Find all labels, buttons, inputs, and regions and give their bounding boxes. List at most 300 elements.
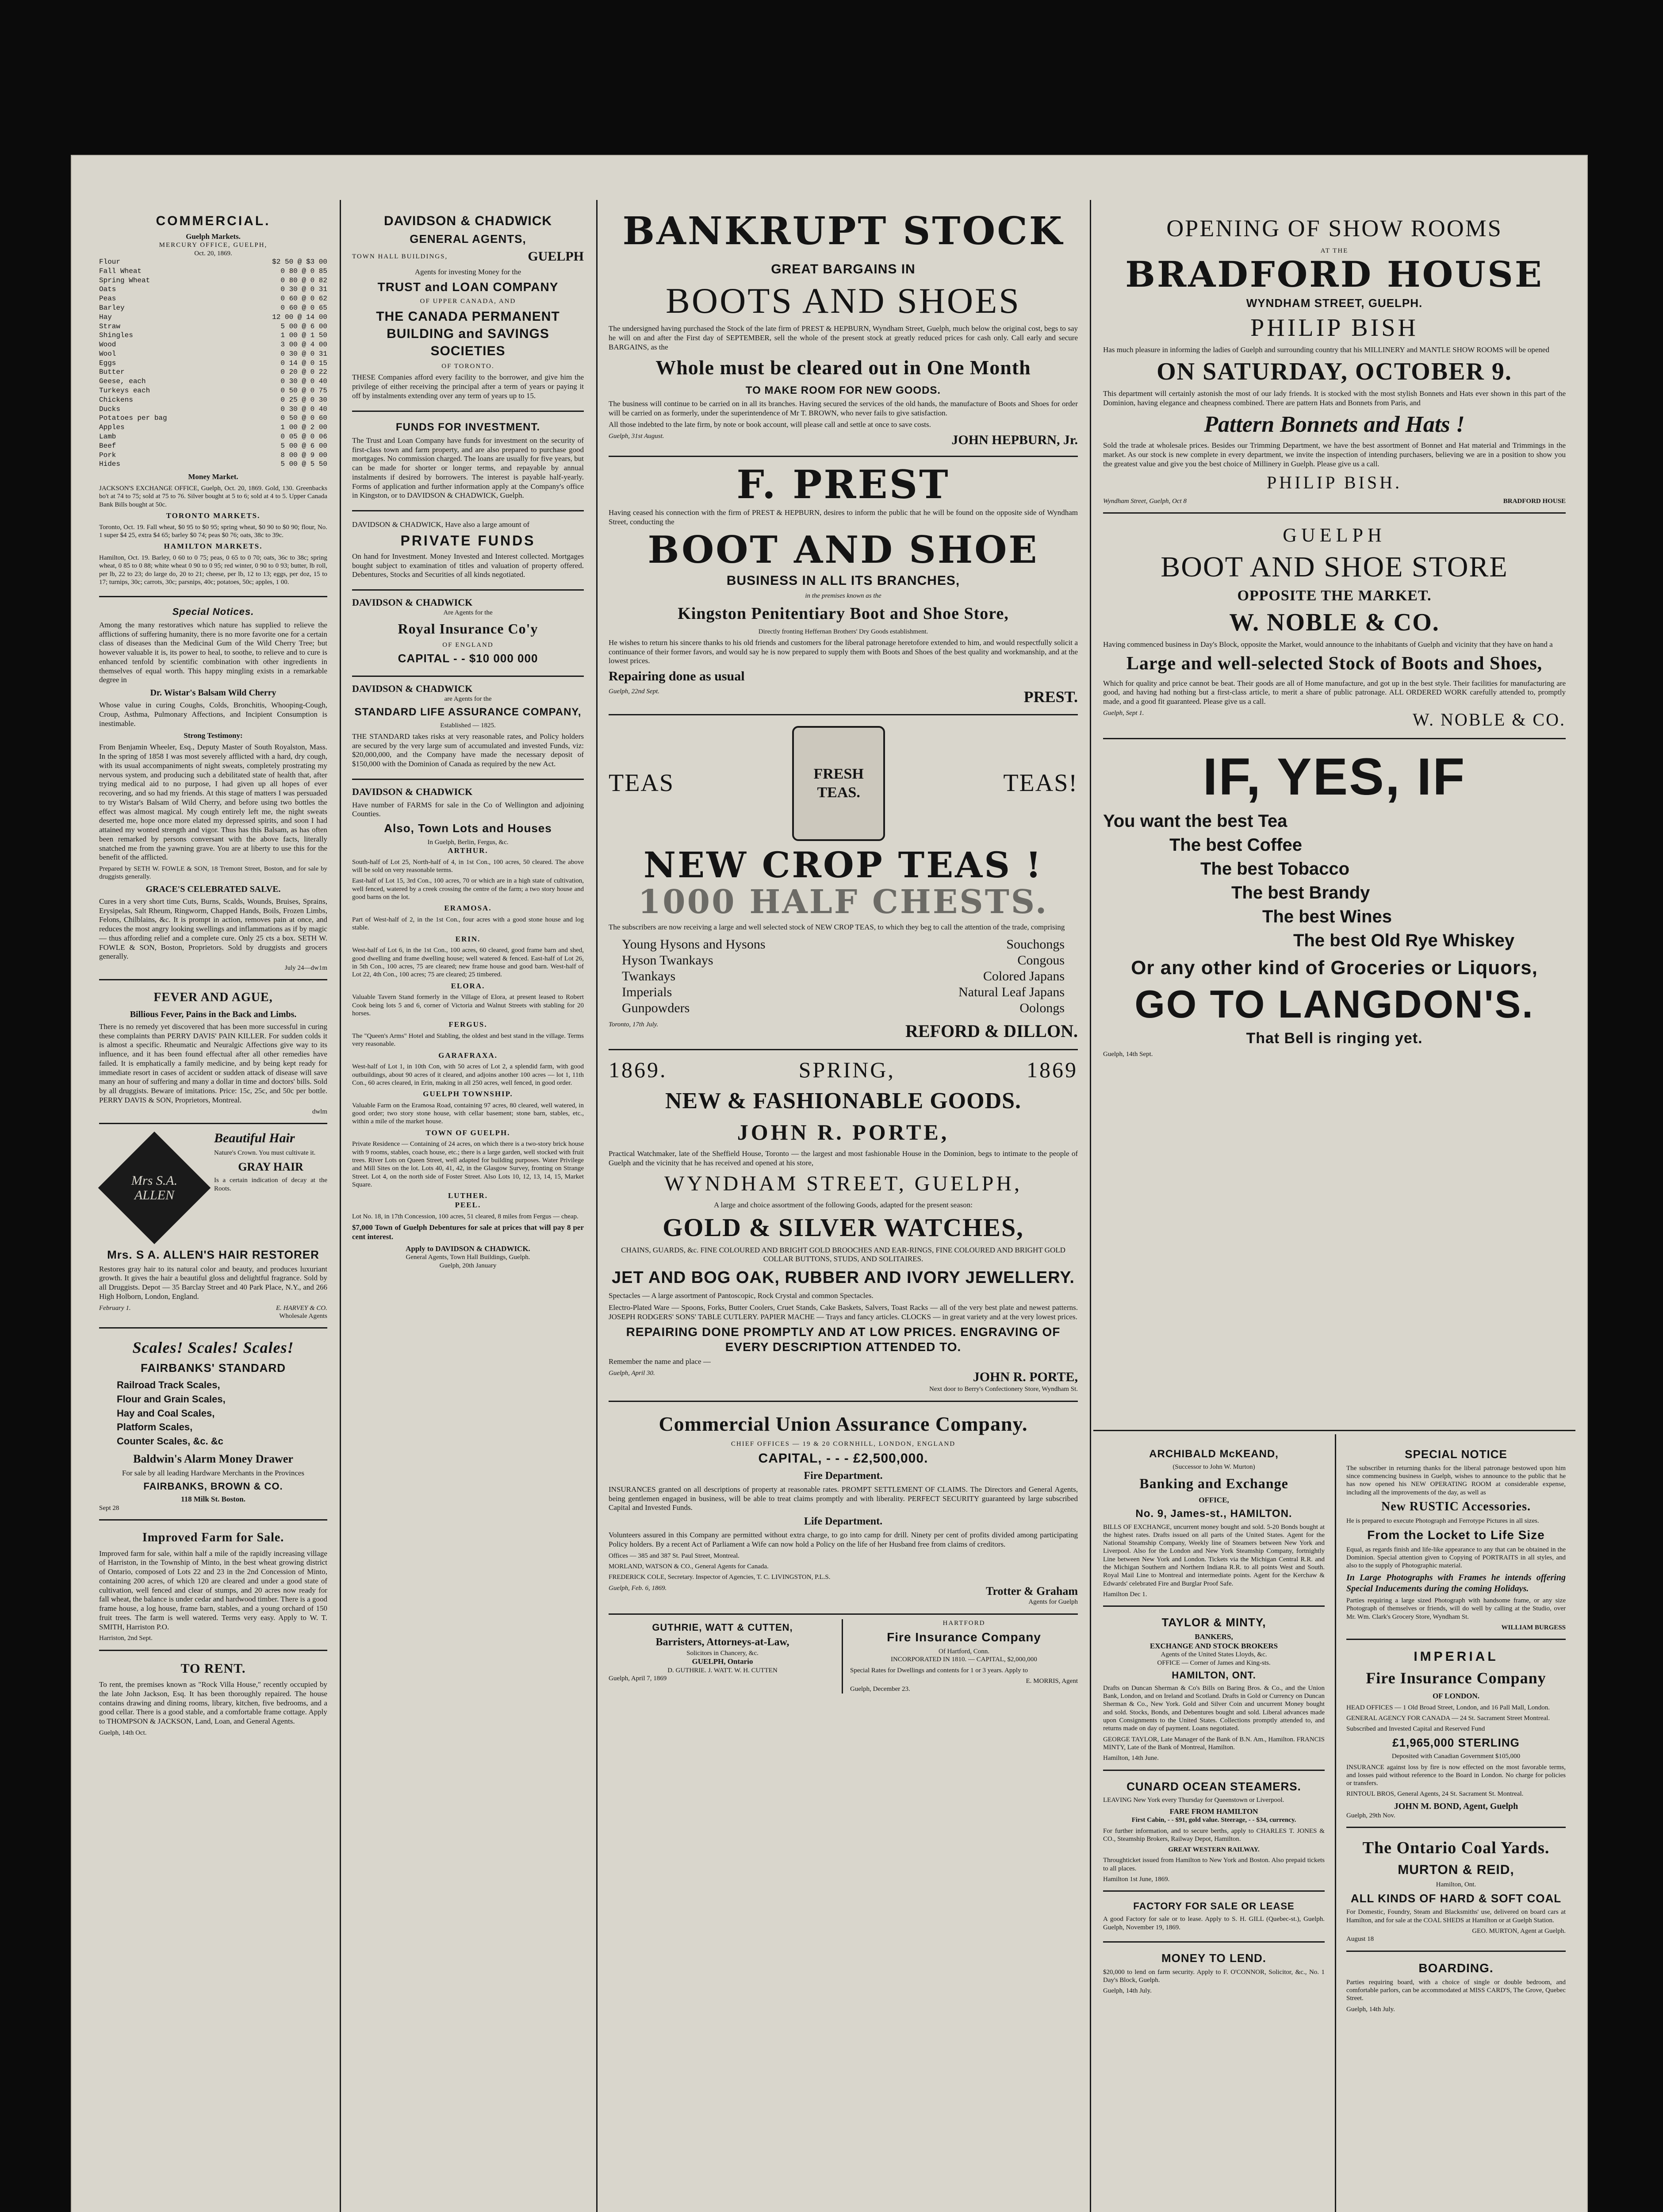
imperial-deposit: Deposited with Canadian Government $105,000 — [1391, 1753, 1521, 1760]
allen-diamond-logo — [98, 1132, 211, 1244]
boots-shoes-heading: BOOTS AND SHOES — [666, 280, 1021, 321]
want-item: The best Wines — [1262, 906, 1392, 926]
prepared-by: Prepared by SETH W. FOWLE & SON, 18 Tremont Street, Boston, and for sale by druggists generally. — [99, 865, 327, 881]
mckeand-name: ARCHIBALD McKEAND, — [1149, 1448, 1279, 1460]
cu-title: Commercial Union Assurance Company. — [659, 1412, 1028, 1435]
market-row — [99, 322, 327, 331]
coal-heading: ALL KINDS OF HARD & SOFT COAL — [1350, 1891, 1562, 1905]
bradford-house-ad — [1103, 204, 1566, 514]
of-toronto: OF TORONTO. — [441, 363, 494, 370]
imperial-of-london: OF LONDON. — [1432, 1691, 1480, 1700]
office-line: MERCURY OFFICE, GUELPH, — [159, 242, 268, 249]
tea-variety: Oolongs — [1019, 1000, 1065, 1015]
wistar-text: Whose value in curing Coughs, Colds, Bronchitis, Whooping-Cough, Croup, Asthma, Pulmonary Affections, and Incipient Consumption is inestimable. — [99, 701, 327, 728]
market-row — [99, 349, 327, 359]
fever-ague-ad — [99, 980, 327, 1124]
allen-date: February 1. — [99, 1304, 131, 1312]
testimony-heading: Strong Testimony: — [184, 731, 243, 740]
farm-heading: Improved Farm for Sale. — [142, 1531, 284, 1545]
market-price: 0 25 @ 0 30 — [280, 396, 327, 404]
cu-offices-line: CHIEF OFFICES — 19 & 20 CORNHILL, LONDON, ENGLAND — [731, 1440, 956, 1448]
hartford-date: Guelph, December 23. — [850, 1686, 910, 1693]
fever-heading: FEVER AND AGUE, — [153, 991, 273, 1005]
guelph-township-heading: GUELPH TOWNSHIP. — [423, 1090, 513, 1098]
year-right: 1869 — [1027, 1057, 1078, 1083]
toronto-text: Toronto, Oct. 19. Fall wheat, $0 95 to $0 95; spring wheat, $0 90 to $0 90; flour, No. 1 super $4 25, extra $4 65; barley $0 74; peas $0 76; oats, 38c to 39c. — [99, 523, 327, 539]
electro-text: Electro-Plated Ware — Spoons, Forks, Butter Coolers, Cruet Stands, Cake Baskets, Salvers, Toast Racks — all of the very best plate and newest patterns. JOSEPH RODGERS' SONS' TABLE CUTLERY. PAPIER MACHE — Trays and fancy articles. CLOCKS — in great variety and at the very lowest prices. — [609, 1303, 1078, 1321]
agents-lloyds: Agents of the United States Lloyds, &c. — [1161, 1651, 1267, 1659]
bell-line: That Bell is ringing yet. — [1246, 1029, 1423, 1047]
farm-sale-ad — [99, 1521, 327, 1651]
column-rule — [1335, 1434, 1336, 2212]
hartford-title: Fire Insurance Company — [887, 1630, 1041, 1644]
town-lots-heading: Also, Town Lots and Houses — [384, 822, 552, 835]
column-rule — [596, 200, 598, 2212]
boarding-heading: BOARDING. — [1418, 1961, 1494, 1975]
bish-signature: PHILIP BISH. — [1266, 472, 1402, 493]
money-text: $20,000 to lend on farm security. Apply to F. O'CONNOR, Solicitor, &c., No. 1 Day's Block, Guelph. — [1103, 1968, 1325, 1984]
column-rule — [1090, 200, 1091, 2212]
alarm-drawer-title: Baldwin's Alarm Money Drawer — [133, 1452, 293, 1466]
tea-variety: Gunpowders — [622, 1000, 690, 1015]
market-price: 0 30 @ 0 40 — [280, 377, 327, 386]
barristers-line: Barristers, Attorneys-at-Law, — [655, 1636, 789, 1648]
taylor-office: OFFICE — Corner of James and King-sts. — [1157, 1659, 1271, 1667]
make-room: TO MAKE ROOM FOR NEW GOODS. — [745, 384, 941, 396]
cunard-ad — [1103, 1771, 1325, 1892]
boarding-text: Parties requiring board, with a choice of single or double bedroom, and comfortable parlors, can be accommodated at MISS CARD'S, The Grove, Quebec Street. — [1346, 1978, 1566, 2002]
tea-variety: Colored Japans — [983, 968, 1065, 983]
bish-text-2: This department will certainly astonish the most of our lady friends. It is stocked with the most stylish Bonnets and Hats ever shown in this part of the Dominion, having elegance and cheapness combined. There are pattern Hats and Bonnets from Paris, and — [1103, 389, 1566, 407]
funds-text: The Trust and Loan Company have funds for investment on the security of first-class town and farm property, and are also prepared to purchase good mortgages. No commission charged. The loans are usually for five years, but can be made for shorter or longer terms, and repayable by annual instalments if desired by borrowers. The interest is payable half-yearly. Forms of application and further information apply at the Company's office in Kingston, or to DAVIDSON & CHADWICK, Guelph. — [352, 436, 584, 500]
gray-hair-heading: GRAY HAIR — [238, 1160, 303, 1173]
year-left: 1869. — [609, 1057, 667, 1083]
tea-variety: Twankays — [622, 968, 676, 983]
market-row — [99, 303, 327, 313]
cunard-text: LEAVING New York every Thursday for Queenstown or Liverpool. — [1103, 1797, 1284, 1804]
tea-box-label: FRESH TEAS. — [813, 766, 864, 801]
trotter-role: Agents for Guelph — [1028, 1598, 1078, 1606]
market-price: 5 00 @ 5 50 — [280, 460, 327, 469]
bish-date: Wyndham Street, Guelph, Oct 8 — [1103, 498, 1187, 505]
boot-store-heading: BOOT AND SHOE STORE — [1161, 551, 1508, 584]
town-guelph-text: Private Residence — Containing of 24 acres, on which there is a two-story brick house with 9 rooms, stables, coach house, etc.; there is a large garden, well stocked with fruit trees. River Lots on Queen Street, well adapted for building purposes. Water Privilege and Mill Sites on the lot. Lots 40, 41, 42, in the Glasgow Survey, fronting on Strange Street. Lot 4, on the north side of Foster Street. Also Lots 10, 12, 13, 14, 15, Market Square. — [352, 1141, 584, 1188]
on-saturday: ON SATURDAY, OCTOBER 9. — [1157, 358, 1512, 386]
porte-date: Guelph, April 30. — [609, 1369, 655, 1377]
rintoul-line: RINTOUL BROS, General Agents, 24 St. Sacrament St. Montreal. — [1346, 1790, 1524, 1798]
scales-list-item: Counter Scales, &c. &c — [117, 1436, 223, 1447]
bankers-line: BANKERS, — [1195, 1632, 1233, 1641]
column-4-divider — [1093, 1430, 1575, 1431]
guthrie-names: D. GUTHRIE. J. WATT. W. H. CUTTEN — [667, 1667, 778, 1674]
luther-heading: LUTHER. — [448, 1191, 488, 1200]
market-row — [99, 294, 327, 303]
money-market-text: JACKSON'S EXCHANGE OFFICE, Guelph, Oct. 20, 1869. Gold, 130. Greenbacks bo't at 74 to 75; sold at 75 to 76. Silver bought at 5 to 6; sold at 4 to 5. Upper Canada Bank Bills bought at 50c. — [99, 484, 327, 508]
trust-text: THESE Companies afford every facility to the borrower, and give him the privilege of either receiving the principal after a term of years or paying it off by instalments extending over any term of years up to 15. — [352, 373, 584, 400]
market-price: 5 00 @ 6 00 — [280, 442, 327, 450]
assortment-text: A large and choice assortment of the following Goods, adapted for the present season: — [713, 1200, 973, 1209]
garafraxa-heading: GARAFRAXA. — [438, 1051, 498, 1060]
market-price-list — [99, 257, 327, 469]
trotter-graham: Trotter & Graham — [986, 1584, 1078, 1598]
noble-name: W. NOBLE & CO. — [1229, 608, 1440, 636]
hartford-text: Special Rates for Dwellings and contents for 1 or 3 years. Apply to — [850, 1667, 1028, 1674]
market-price: 1 00 @ 2 00 — [280, 423, 327, 432]
boarding-date: Guelph, 14th July. — [1346, 2005, 1395, 2013]
pattern-bonnets: Pattern Bonnets and Hats ! — [1204, 411, 1465, 437]
allen-hair-ad — [99, 1124, 327, 1329]
market-item: Fall Wheat — [99, 267, 142, 275]
standard-life-ad — [352, 677, 584, 780]
market-price: $2 50 @ $3 00 — [272, 257, 327, 266]
cu-address: Offices — 385 and 387 St. Paul Street, Montreal. — [609, 1552, 740, 1559]
rent-heading: TO RENT. — [180, 1661, 246, 1676]
market-price: 1 00 @ 1 50 — [280, 331, 327, 340]
market-item: Apples — [99, 423, 125, 432]
exchange-line: EXCHANGE AND STOCK BROKERS — [1150, 1641, 1278, 1650]
arthur-text: South-half of Lot 25, North-half of 4, in 1st Con., 100 acres, 50 cleared. The above will be sold on very reasonable terms. — [352, 858, 584, 874]
market-price: 8 00 @ 9 00 — [280, 451, 327, 459]
tea-chest-icon — [792, 726, 885, 841]
royal-agents: Are Agents for the — [443, 609, 493, 616]
special-notice-text: The subscriber in returning thanks for the liberal patronage bestowed upon him since commencing business in Guelph, wishes to announce to the public that he has now opened his NEW OPERATING ROOM at considerable expense, including all the improvements of the day, as well as — [1346, 1464, 1566, 1496]
special-notices-heading: Special Notices. — [172, 606, 254, 618]
life-dept: Life Department. — [804, 1516, 883, 1527]
market-item: Straw — [99, 322, 121, 330]
market-price: 0 80 @ 0 85 — [280, 267, 327, 275]
prest-date: Guelph, 22nd Sept. — [609, 687, 659, 695]
factory-heading: FACTORY FOR SALE OR LEASE — [1133, 1901, 1295, 1912]
peel-heading: PEEL. — [455, 1201, 481, 1209]
standard-life-title: STANDARD LIFE ASSURANCE COMPANY, — [354, 706, 582, 718]
special-text-2: He is prepared to execute Photograph and Ferrotype Pictures in all sizes. — [1346, 1517, 1539, 1525]
imperial-capital-label: Subscribed and Invested Capital and Reserved Fund — [1346, 1725, 1485, 1733]
imperial-head-offices: HEAD OFFICES — 1 Old Broad Street, London, and 16 Pall Mall, London. — [1346, 1704, 1550, 1711]
hamilton-heading: HAMILTON MARKETS. — [164, 542, 263, 551]
burgess-signature: WILLIAM BURGESS — [1501, 1624, 1566, 1632]
prest-text: Having ceased his connection with the firm of PREST & HEPBURN, desires to inform the public that he will be found on the opposite side of Wyndham Street, conducting the — [609, 508, 1078, 526]
go-to-langdon: GO TO LANGDON'S. — [1134, 982, 1534, 1026]
wyndham-heading: WYNDHAM STREET, GUELPH, — [664, 1172, 1023, 1196]
dc-agents-for: Agents for investing Money for the — [414, 267, 521, 276]
market-item: Geese, each — [99, 377, 146, 386]
town-lots-sub: In Guelph, Berlin, Fergus, &c. — [427, 838, 509, 846]
money-heading: MONEY TO LEND. — [1161, 1951, 1266, 1965]
teas-ad — [609, 715, 1078, 1051]
cunard-text-2: For further information, and to secure berths, apply to CHARLES T. JONES & CO., Steamship Brokers, Railway Depot, Hamilton. — [1103, 1827, 1325, 1843]
scales-list-item: Flour and Grain Scales, — [117, 1393, 226, 1405]
commercial-heading: COMMERCIAL. — [156, 214, 271, 228]
repairing-line: Repairing done as usual — [609, 669, 745, 684]
gw-date: Hamilton 1st June, 1869. — [1103, 1876, 1170, 1883]
cu-capital: CAPITAL, - - - £2,500,000. — [758, 1451, 928, 1466]
dc-town-hall: TOWN HALL BUILDINGS, — [352, 253, 448, 261]
market-item: Barley — [99, 303, 125, 312]
davidson-chadwick-agents — [352, 204, 584, 412]
cu-date: Guelph, Feb. 6, 1869. — [609, 1584, 667, 1592]
fashionable-heading: NEW & FASHIONABLE GOODS. — [665, 1088, 1022, 1114]
opposite-line: Directly fronting Heffernan Brothers' Dry Goods establishment. — [758, 628, 928, 635]
imperial-text: INSURANCE against loss by fire is now effected on the most favorable terms, and losses paid without reference to the Board in London. No charge for policies or transfers. — [1346, 1763, 1566, 1787]
royal-capital: CAPITAL - - $10 000 000 — [398, 652, 538, 665]
column-4b — [1337, 1434, 1575, 2212]
market-row — [99, 331, 327, 340]
market-row — [99, 451, 327, 460]
tea-variety: Natural Leaf Japans — [958, 984, 1065, 999]
town-guelph-heading: TOWN OF GUELPH. — [425, 1128, 510, 1137]
porte-signature: JOHN R. PORTE, — [973, 1369, 1078, 1384]
guthrie-name: GUTHRIE, WATT & CUTTEN, — [652, 1621, 793, 1633]
elora-heading: ELORA. — [451, 981, 485, 990]
murton-date: August 18 — [1346, 1936, 1374, 1943]
tea-text: The subscribers are now receiving a large and well selected stock of NEW CROP TEAS, to which they beg to call the attention of the trade, comprising — [609, 922, 1065, 931]
grace-salve-text: Cures in a very short time Cuts, Burns, Scalds, Wounds, Bruises, Sprains, Erysipelas, Salt Rheum, Ringworm, Chapped Hands, Boils, Frozen Limbs, Felons, Chilblains, &c. It is prompt in action, removes pain at once, and reduces the most angry looking swellings and inflammations as if by magic — thus affording relief and a complete cure. Only 25 cts a box. SETH W. FOWLE & SON, Boston, Proprietors. Sold by druggists and grocers generally. — [99, 897, 327, 961]
tea-variety: Souchongs — [1006, 937, 1065, 952]
market-row — [99, 377, 327, 386]
want-item: The best Coffee — [1169, 835, 1303, 855]
market-item: Butter — [99, 368, 125, 376]
noble-date: Guelph, Sept 1. — [1103, 709, 1144, 717]
opposite-market: OPPOSITE THE MARKET. — [1237, 588, 1432, 604]
market-item: Wool — [99, 349, 116, 358]
commercial-union-ad — [609, 1402, 1078, 1615]
other-kind: Or any other kind of Groceries or Liquors, — [1131, 956, 1538, 979]
imperial-canada-agency: GENERAL AGENCY FOR CANADA — 24 St. Sacrament Street Montreal. — [1346, 1714, 1550, 1722]
langdon-ad — [1103, 739, 1566, 1066]
prest-heading: F. PREST — [736, 461, 950, 507]
murton-reid: MURTON & REID, — [1398, 1862, 1514, 1877]
jet-heading: JET AND BOG OAK, RUBBER AND IVORY JEWELLERY. — [612, 1268, 1075, 1287]
scales-list — [99, 1378, 327, 1448]
noble-shoe-store-ad — [1103, 514, 1566, 739]
chains-text: CHAINS, GUARDS, &c. FINE COLOURED AND BRIGHT GOLD BROOCHES AND EAR-RINGS, FINE COLOURED AND BRIGHT GOLD COLLAR BUTTONS, STUDS, AND SOLITAIRES. — [621, 1245, 1065, 1263]
market-row — [99, 340, 327, 349]
market-item: Beef — [99, 442, 116, 450]
allen-text: Restores gray hair to its natural color and beauty, and produces luxuriant growth. It gives the hair a beautiful gloss and delightful fragrance. Sold by all Druggists. Depot — 35 Barclay Street and 40 Park Place, N.Y., and 266 High Holborn, London, England. — [99, 1264, 327, 1301]
bargains-line: GREAT BARGAINS IN — [771, 261, 916, 276]
rent-date: Guelph, 14th Oct. — [99, 1729, 147, 1736]
gray-hair-text: Is a certain indication of decay at the Roots. — [214, 1177, 327, 1192]
of-upper-canada: OF UPPER CANADA, AND — [420, 297, 516, 305]
fever-tag: dwlm — [312, 1108, 327, 1115]
column-4a — [1093, 1434, 1334, 2212]
half-chests-heading: 1000 HALF CHESTS. — [638, 883, 1049, 921]
market-item: Hides — [99, 460, 121, 469]
market-row — [99, 423, 327, 432]
taylor-hamilton: HAMILTON, ONT. — [1172, 1670, 1256, 1681]
market-price: 0 50 @ 0 60 — [280, 414, 327, 422]
bond-agent: JOHN M. BOND, Agent, Guelph — [1394, 1801, 1518, 1811]
fever-subheading: Billious Fever, Pains in the Back and Limbs. — [130, 1009, 297, 1019]
erin-heading: ERIN. — [455, 934, 481, 943]
hartford-agent: E. MORRIS, Agent — [1026, 1677, 1078, 1685]
tea-list-left — [622, 937, 843, 1016]
market-item: Chickens — [99, 396, 133, 404]
market-row — [99, 405, 327, 414]
royal-of-england: OF ENGLAND — [442, 641, 494, 649]
bish-text: Has much pleasure in informing the ladies of Guelph and surrounding country that his MILLINERY and MANTLE SHOW ROOMS will be opened — [1103, 345, 1549, 354]
market-price: 0 30 @ 0 31 — [280, 285, 327, 294]
philip-bish: PHILIP BISH — [1250, 314, 1418, 342]
scales-list-item: Hay and Coal Scales, — [117, 1407, 215, 1419]
bradford-signature: BRADFORD HOUSE — [1503, 498, 1566, 505]
teas-left: TEAS — [609, 769, 674, 797]
beautiful-hair-heading: Beautiful Hair — [214, 1130, 295, 1145]
arthur-heading: ARTHUR. — [448, 846, 488, 855]
column-3 — [599, 200, 1088, 2212]
market-item: Wood — [99, 341, 116, 349]
noble-signature: W. NOBLE & CO. — [1412, 709, 1566, 730]
allen-logo-area — [99, 1130, 210, 1245]
mckeand-address: No. 9, James-st., HAMILTON. — [1135, 1508, 1292, 1520]
bankrupt-stock-ad — [609, 204, 1078, 457]
money-lend-ad — [1103, 1943, 1325, 2002]
elora-text: Valuable Tavern Stand formerly in the Village of Elora, at present leased to Robert Cook being lots 5 and 6, corner of Victoria and Walnut Streets with stabling for 20 horses. — [352, 994, 584, 1017]
tea-varieties — [622, 937, 1065, 1016]
want-item: The best Old Rye Whiskey — [1293, 930, 1515, 950]
market-row — [99, 285, 327, 294]
market-price: 0 05 @ 0 06 — [280, 433, 327, 441]
langdon-date: Guelph, 14th Sept. — [1103, 1051, 1153, 1058]
market-date: Oct. 20, 1869. — [194, 250, 232, 257]
guthrie-ad — [609, 1619, 843, 1694]
scales-list-item: Platform Scales, — [117, 1421, 193, 1433]
porte-name: JOHN R. PORTE, — [737, 1119, 950, 1144]
fire-dept: Fire Department. — [804, 1470, 883, 1482]
noble-text: Having commenced business in Day's Block, opposite the Market, would announce to the inhabitants of Guelph and vicinity that they have on hand a — [1103, 640, 1553, 649]
private-funds-heading: PRIVATE FUNDS — [400, 532, 536, 549]
banking-heading: Banking and Exchange — [1139, 1475, 1288, 1491]
spectacles-text: Spectacles — A large assortment of Pantoscopic, Rock Crystal and common Spectacles. — [609, 1291, 874, 1300]
column-4 — [1093, 200, 1575, 1434]
eramosa-text: Part of West-half of 2, in the 1st Con., four acres with a good stone house and log stable. — [352, 916, 584, 932]
tea-variety: Congous — [1017, 952, 1065, 968]
market-item: Pork — [99, 451, 116, 459]
murton-place: Hamilton, Ont. — [1436, 1881, 1476, 1889]
dc-title: DAVIDSON & CHADWICK — [383, 214, 552, 228]
taylor-name: TAYLOR & MINTY, — [1161, 1616, 1266, 1629]
imperial-fire-ad — [1346, 1640, 1566, 1828]
special-intro: Among the many restoratives which nature has supplied to relieve the afflictions of suffering humanity, there is no more favorite one for a certain class of diseases than the Medicinal Gum of the Wild Cherry Tree; but however valuable it is, its power to heal, to soothe, to relieve and to cure is enhanced tenfold by scientific combination with other ingredients in themselves of equal worth. This happy mingling exists in a remarkable degree in — [99, 620, 327, 684]
funds-investment-ad — [352, 412, 584, 511]
special-notices — [99, 597, 327, 980]
bradford-heading: BRADFORD HOUSE — [1125, 253, 1544, 296]
arthur-east-half: East-half of Lot 15, 3rd Con., 100 acres, 70 or which are in a high state of cultivation, well fenced, watered by a creek crossing the centre of the farm; a two story house and good barns on the lot. — [352, 877, 584, 901]
allen-restorer-title: Mrs. S A. ALLEN'S HAIR RESTORER — [107, 1248, 319, 1261]
boarding-ad — [1346, 1952, 1566, 2020]
hepburn-date: Guelph, 31st August. — [609, 433, 664, 440]
bankrupt-heading: BANKRUPT STOCK — [622, 209, 1064, 253]
mckeand-date: Hamilton Dec 1. — [1103, 1590, 1147, 1598]
newspaper-page — [71, 155, 1588, 2212]
prest-wish: He wishes to return his sincere thanks to his old friends and customers for the liberal patronage heretofore extended to him, and would respectfully solicit a continuance of their former favors, and would say he is now prepared to supply them with Boots and Shoes of the best quality and workmanship, and at the lowest prices. — [609, 638, 1078, 665]
locket-line: From the Locket to Life Size — [1367, 1528, 1545, 1542]
prest-ad — [609, 457, 1078, 715]
scales-list-item: Railroad Track Scales, — [117, 1379, 220, 1390]
market-item: Lamb — [99, 433, 116, 441]
trust-loan-title: TRUST and LOAN COMPANY — [377, 280, 559, 294]
fire-text: INSURANCES granted on all descriptions of property at reasonable rates. PROMPT SETTLEMENT OF CLAIMS. The Directors and General Agents, being gentlemen engaged in business, will be able to treat claims promptly and with liberality. PERFECT SECURITY guaranteed by large subscribed Capital and Invested Funds. — [609, 1485, 1078, 1512]
large-photographs: In Large Photographs with Frames he intends offering Special Inducements during the coming Holidays. — [1346, 1573, 1566, 1594]
dc-guelph: GUELPH — [528, 249, 584, 264]
porte-ad — [609, 1050, 1078, 1402]
taylor-date: Hamilton, 14th June. — [1103, 1755, 1159, 1762]
teas-right: TEAS! — [1003, 769, 1078, 797]
ontario-coal-heading: The Ontario Coal Yards. — [1362, 1839, 1550, 1858]
market-item: Oats — [99, 285, 116, 294]
bankrupt-text: The undersigned having purchased the Stock of the late firm of PREST & HEPBURN, Wyndham Street, Guelph, much below the original cost, begs to say he will on and after the First day of SEPTEMBER, sell the whole of the present stock at greatly reduced prices for cash only. Call early and secure BARGAINS, as the — [609, 324, 1078, 351]
erin-text: West-half of Lot 6, in the 1st Con., 100 acres, 60 cleared, good frame barn and shed, good dwelling and frame dwelling house; well watered & fenced. East-half of Lot 26, in 5th Con., 100 acres, 75 are cleared; new frame house and good barn. West-half of Lot 22, 4th Con., 100 acres; 75 are cleared; 25 timbered. — [352, 947, 584, 979]
market-price: 0 80 @ 0 82 — [280, 276, 327, 284]
market-item: Peas — [99, 295, 116, 303]
peel-apply: Apply to DAVIDSON & CHADWICK. — [406, 1244, 530, 1253]
taylor-minty-ad — [1103, 1607, 1325, 1770]
market-item: Eggs — [99, 359, 116, 367]
mckeand-successor: (Successor to John W. Murton) — [1173, 1463, 1255, 1471]
dc-footer: General Agents, Town Hall Buildings, Guelph. — [406, 1254, 530, 1261]
hartford-label: HARTFORD — [943, 1619, 985, 1627]
reford-signature: REFORD & DILLON. — [905, 1021, 1078, 1041]
guelph-ontario: GUELPH, Ontario — [692, 1657, 753, 1666]
bottom-cards — [609, 1615, 1078, 1694]
fergus-heading: FERGUS. — [448, 1020, 487, 1029]
market-row — [99, 267, 327, 276]
tea-variety: Young Hysons and Hysons — [622, 937, 766, 952]
bond-date: Guelph, 29th Nov. — [1346, 1812, 1395, 1820]
private-intro: DAVIDSON & CHADWICK, Have also a large amount of — [352, 520, 530, 529]
tea-date: Toronto, 17th July. — [609, 1021, 659, 1028]
fairbanks-address: 118 Milk St. Boston. — [181, 1495, 245, 1504]
market-row — [99, 368, 327, 377]
at-the: AT THE — [1320, 247, 1349, 254]
market-price: 0 50 @ 0 75 — [280, 387, 327, 395]
std-dc: DAVIDSON & CHADWICK — [352, 683, 473, 695]
prest-signature: PREST. — [1023, 687, 1078, 706]
farms-text: Have number of FARMS for sale in the Co of Wellington and adjoining Counties. — [352, 800, 584, 818]
column-2 — [342, 200, 594, 2212]
porte-text: Practical Watchmaker, late of the Sheffield House, Toronto — the largest and most fashionable House in the Dominion, begs to intimate to the people of Guelph and the vicinity that he has received and opened at his store, — [609, 1149, 1078, 1167]
commercial-section — [99, 204, 327, 597]
market-item: Spring Wheat — [99, 276, 150, 284]
carried-on-text: The business will continue to be carried on in all its branches. Having secured the services of the old hands, the manufacture of Boots and Shoes for order will be carried on as formerly, under the superintendence of Mr T. BROWN, who never fails to give satisfaction. — [609, 399, 1078, 417]
alarm-drawer-text: For sale by all leading Hardware Merchants in the Provinces — [122, 1468, 305, 1477]
cu-agents: MORLAND, WATSON & CO., General Agents for Canada. — [609, 1563, 769, 1571]
to-rent-ad — [99, 1651, 327, 1744]
bradford-wyndham: WYNDHAM STREET, GUELPH. — [1246, 296, 1423, 310]
cunard-heading: CUNARD OCEAN STEAMERS. — [1127, 1779, 1301, 1793]
burgess-photo-ad — [1346, 1439, 1566, 1640]
scales-ad — [99, 1329, 327, 1521]
farms-for-sale-ad — [352, 780, 584, 1277]
repairing-done: REPAIRING DONE PROMPTLY AND AT LOW PRICES. ENGRAVING OF EVERY DESCRIPTION ATTENDED TO. — [626, 1325, 1061, 1354]
spring-label: SPRING, — [798, 1057, 895, 1083]
premises-line: in the premises known as the — [805, 592, 881, 599]
std-agents: are Agents for the — [444, 695, 492, 703]
hepburn-signature: JOHN HEPBURN, Jr. — [951, 433, 1078, 448]
banking-office: OFFICE, — [1199, 1495, 1229, 1504]
peel-text: Lot No. 18, in 17th Concession, 100 acres, 51 cleared, 8 miles from Fergus — cheap. — [352, 1213, 579, 1220]
special-text-4: Parties requiring a large sized Photograph with handsome frame, or any size Photograph of themselves or friends, will do well by calling at the Studio, over Mr. Wm. Clark's Grocery Store, Wyndham St. — [1346, 1597, 1566, 1621]
imperial-heading: IMPERIAL — [1414, 1649, 1498, 1664]
special-text-3: Equal, as regards finish and life-like appearance to any that can be obtained in the Dominion. Special attention given to Copying of PORTRAITS in all styles, and also to the supply of Photographic material. — [1346, 1546, 1566, 1570]
market-row — [99, 442, 327, 451]
dc-footer-date: Guelph, 20th January — [439, 1262, 497, 1269]
opening-heading: OPENING OF SHOW ROOMS — [1166, 215, 1502, 242]
allen-agent: E. HARVEY & CO. — [276, 1304, 327, 1312]
great-western: GREAT WESTERN RAILWAY. — [1168, 1846, 1260, 1854]
solicitors-line: Solicitors in Chancery, &c. — [686, 1649, 759, 1657]
market-row — [99, 276, 327, 285]
